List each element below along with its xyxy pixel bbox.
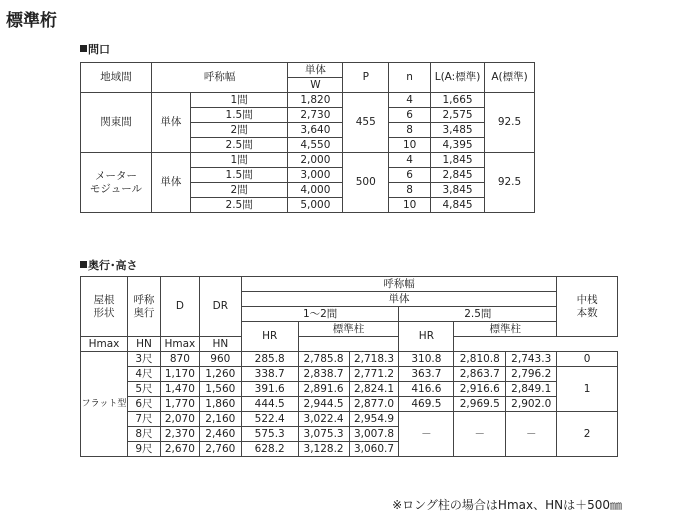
table-row: [81, 367, 618, 382]
page-title: 標準桁: [6, 11, 57, 31]
header-span-1-2: 1～2間: [241, 307, 399, 322]
hmax-cell: 2,785.8: [298, 352, 349, 367]
roof-type-cell: フラット型: [81, 352, 128, 457]
n-cell: 4: [389, 93, 431, 108]
header-hn-2: HN: [199, 337, 241, 352]
hn-cell: 3,007.8: [349, 427, 399, 442]
dr-cell: 2,160: [199, 412, 241, 427]
header-area: 地域間: [81, 63, 152, 93]
hr-cell: 391.6: [241, 382, 298, 397]
hr-cell: 416.6: [399, 382, 454, 397]
w-cell: 4,000: [288, 183, 343, 198]
d-cell: 2,370: [160, 427, 199, 442]
a-cell: 92.5: [485, 153, 535, 213]
w-cell: 1,820: [288, 93, 343, 108]
header-w: W: [288, 78, 343, 93]
d-cell: 1,170: [160, 367, 199, 382]
header-mid-rail-count: 中桟 本数: [557, 277, 618, 337]
dr-cell: 2,760: [199, 442, 241, 457]
w-cell: 3,000: [288, 168, 343, 183]
nominal-width-cell: 2間: [190, 123, 288, 138]
table-row: [81, 382, 618, 397]
n-cell: 6: [389, 108, 431, 123]
hmax-cell: 2,969.5: [454, 397, 506, 412]
l-cell: 1,845: [431, 153, 485, 168]
w-cell: 4,550: [288, 138, 343, 153]
hr-cell: 338.7: [241, 367, 298, 382]
header-nominal-width: 呼称幅: [241, 277, 556, 292]
header-hr-2: HR: [399, 322, 454, 352]
w-cell: 2,730: [288, 108, 343, 123]
nominal-width-cell: 1.5間: [190, 108, 288, 123]
nominal-depth-cell: 9尺: [127, 442, 160, 457]
header-l: L(A:標準): [431, 63, 485, 93]
nominal-width-cell: 2.5間: [190, 198, 288, 213]
header-p: P: [343, 63, 389, 93]
nominal-width-cell: 2.5間: [190, 138, 288, 153]
hn-cell: 2,849.1: [506, 382, 557, 397]
section-heading-depth: 奥行･高さ: [80, 257, 138, 273]
header-hmax-2: Hmax: [160, 337, 199, 352]
hn-cell: 2,824.1: [349, 382, 399, 397]
hmax-cell: 3,128.2: [298, 442, 349, 457]
d-cell: 870: [160, 352, 199, 367]
table-row: [81, 153, 535, 168]
header-span-2-5: 2.5間: [399, 307, 557, 322]
unit-cell: 単体: [151, 93, 190, 153]
dr-cell: 1,560: [199, 382, 241, 397]
dr-cell: 1,860: [199, 397, 241, 412]
n-cell: 8: [389, 123, 431, 138]
hn-cell: 2,877.0: [349, 397, 399, 412]
dr-cell: 960: [199, 352, 241, 367]
hmax-cell: 2,863.7: [454, 367, 506, 382]
mid-rail-count-cell: 2: [557, 412, 618, 457]
hn-cell: 2,771.2: [349, 367, 399, 382]
w-cell: 5,000: [288, 198, 343, 213]
table-row: [81, 93, 535, 108]
d-cell: 2,070: [160, 412, 199, 427]
area-cell: 関東間: [81, 93, 152, 153]
frontage-table: [80, 62, 535, 213]
l-cell: 2,845: [431, 168, 485, 183]
dr-cell: 1,260: [199, 367, 241, 382]
header-nominal-depth: 呼称 奥行: [127, 277, 160, 337]
hmax-cell: 2,838.7: [298, 367, 349, 382]
nominal-width-cell: 2間: [190, 183, 288, 198]
depth-height-table: [80, 276, 618, 457]
nominal-width-cell: 1.5間: [190, 168, 288, 183]
nominal-depth-cell: 4尺: [127, 367, 160, 382]
l-cell: 2,575: [431, 108, 485, 123]
table-row: [81, 397, 618, 412]
l-cell: 1,665: [431, 93, 485, 108]
header-hmax-1: Hmax: [81, 337, 128, 352]
header-n: n: [389, 63, 431, 93]
header-roof-shape: 屋根 形状: [81, 277, 128, 337]
hr-cell: 575.3: [241, 427, 298, 442]
l-cell: 4,395: [431, 138, 485, 153]
l-cell: 3,845: [431, 183, 485, 198]
nominal-width-cell: 1間: [190, 153, 288, 168]
hr-cell: 285.8: [241, 352, 298, 367]
n-cell: 6: [389, 168, 431, 183]
long-post-note: ※ロング柱の場合はHmax、HNは＋500㎜: [392, 498, 622, 512]
hn-cell: 3,060.7: [349, 442, 399, 457]
hr-cell: 444.5: [241, 397, 298, 412]
p-cell: 455: [343, 93, 389, 153]
hn-cell: 2,954.9: [349, 412, 399, 427]
header-d: D: [160, 277, 199, 337]
header-unit: 単体: [288, 63, 343, 78]
nominal-depth-cell: 3尺: [127, 352, 160, 367]
l-cell: 3,485: [431, 123, 485, 138]
hmax-cell: 3,022.4: [298, 412, 349, 427]
hmax-cell: 3,075.3: [298, 427, 349, 442]
nominal-depth-cell: 8尺: [127, 427, 160, 442]
header-standard-post-1: 標準柱: [298, 322, 399, 337]
header-nominal-width: 呼称幅: [151, 63, 288, 93]
hr-cell: 628.2: [241, 442, 298, 457]
d-cell: 1,770: [160, 397, 199, 412]
hn-cell: 2,796.2: [506, 367, 557, 382]
dash-cell: －: [399, 412, 454, 457]
p-cell: 500: [343, 153, 389, 213]
header-a: A(標準): [485, 63, 535, 93]
n-cell: 4: [389, 153, 431, 168]
table-row: [81, 412, 618, 427]
n-cell: 8: [389, 183, 431, 198]
hmax-cell: 2,944.5: [298, 397, 349, 412]
w-cell: 3,640: [288, 123, 343, 138]
hmax-cell: 2,916.6: [454, 382, 506, 397]
nominal-depth-cell: 7尺: [127, 412, 160, 427]
dr-cell: 2,460: [199, 427, 241, 442]
table-row: [81, 352, 618, 367]
nominal-width-cell: 1間: [190, 93, 288, 108]
header-unit: 単体: [241, 292, 556, 307]
section-heading-frontage: 問口: [80, 41, 110, 57]
dash-cell: －: [454, 412, 506, 457]
hn-cell: 2,743.3: [506, 352, 557, 367]
mid-rail-count-cell: 0: [557, 352, 618, 367]
mid-rail-count-cell: 1: [557, 367, 618, 412]
d-cell: 1,470: [160, 382, 199, 397]
hmax-cell: 2,891.6: [298, 382, 349, 397]
header-standard-post-2: 標準柱: [454, 322, 557, 337]
hr-cell: 469.5: [399, 397, 454, 412]
a-cell: 92.5: [485, 93, 535, 153]
header-hn-1: HN: [127, 337, 160, 352]
d-cell: 2,670: [160, 442, 199, 457]
hr-cell: 363.7: [399, 367, 454, 382]
nominal-depth-cell: 6尺: [127, 397, 160, 412]
hn-cell: 2,718.3: [349, 352, 399, 367]
l-cell: 4,845: [431, 198, 485, 213]
hr-cell: 310.8: [399, 352, 454, 367]
hr-cell: 522.4: [241, 412, 298, 427]
n-cell: 10: [389, 138, 431, 153]
w-cell: 2,000: [288, 153, 343, 168]
header-hr-1: HR: [241, 322, 298, 352]
hmax-cell: 2,810.8: [454, 352, 506, 367]
unit-cell: 単体: [151, 153, 190, 213]
header-dr: DR: [199, 277, 241, 337]
nominal-depth-cell: 5尺: [127, 382, 160, 397]
area-cell: メーター モジュール: [81, 153, 152, 213]
n-cell: 10: [389, 198, 431, 213]
dash-cell: －: [506, 412, 557, 457]
hn-cell: 2,902.0: [506, 397, 557, 412]
